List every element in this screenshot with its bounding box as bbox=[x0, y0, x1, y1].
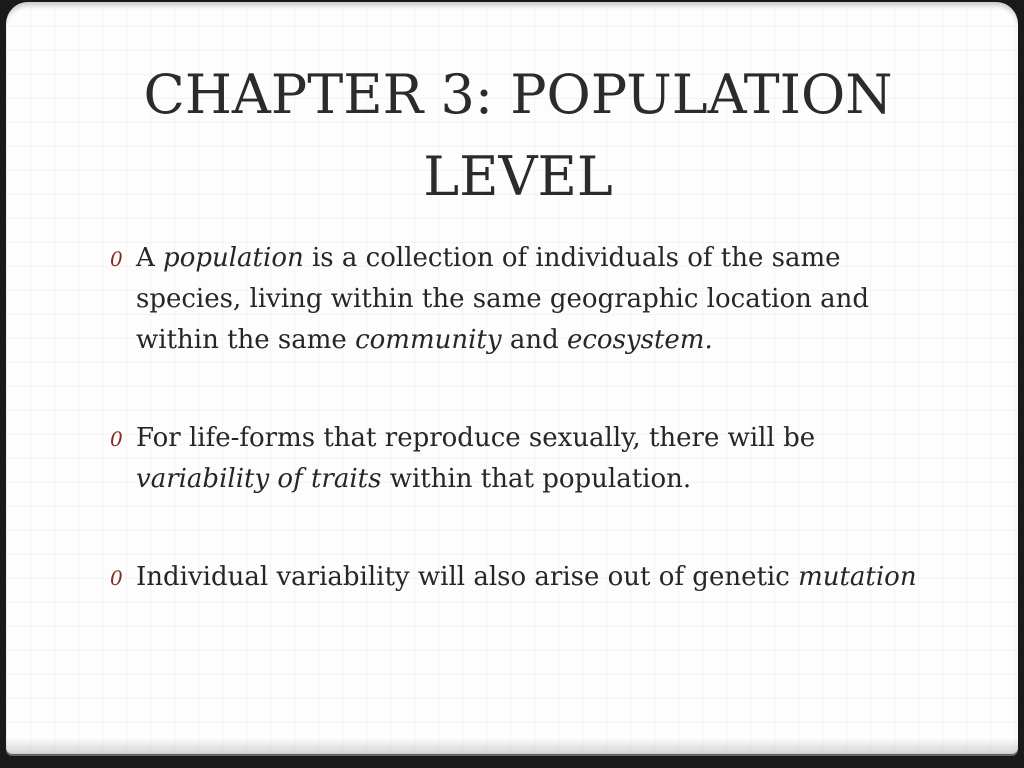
bullet-item-1 bbox=[110, 238, 930, 361]
text-run: For life-forms that reproduce sexually, there will be bbox=[136, 423, 816, 453]
bullet-marker-icon: 0 bbox=[110, 427, 123, 451]
emphasis-run: ecosystem. bbox=[566, 325, 713, 355]
bullet-marker-icon: 0 bbox=[110, 566, 123, 590]
text-run: and bbox=[501, 325, 567, 355]
emphasis-run: community bbox=[355, 325, 502, 355]
text-run: A bbox=[136, 243, 164, 273]
emphasis-run: population bbox=[163, 243, 304, 273]
bullet-item-3 bbox=[110, 557, 930, 598]
bullet-text bbox=[136, 243, 869, 355]
text-run: Individual variability will also arise out of genetic bbox=[136, 562, 799, 592]
bullet-text bbox=[136, 423, 815, 494]
slide-shadow bbox=[6, 738, 1018, 756]
text-run: is a collection of individuals of the same species, living within the same geographic location and within the same bbox=[136, 243, 870, 355]
bullet-marker-icon: 0 bbox=[110, 247, 123, 271]
bullet-text bbox=[136, 562, 917, 592]
emphasis-run: mutation bbox=[798, 562, 917, 592]
bullet-item-2 bbox=[110, 418, 930, 500]
emphasis-run: variability of traits bbox=[136, 464, 382, 494]
slide-canvas bbox=[6, 2, 1018, 754]
text-run: within that population. bbox=[381, 464, 692, 494]
bullet-list bbox=[110, 238, 930, 655]
slide-title: CHAPTER 3: POPULATION LEVEL bbox=[143, 63, 893, 208]
